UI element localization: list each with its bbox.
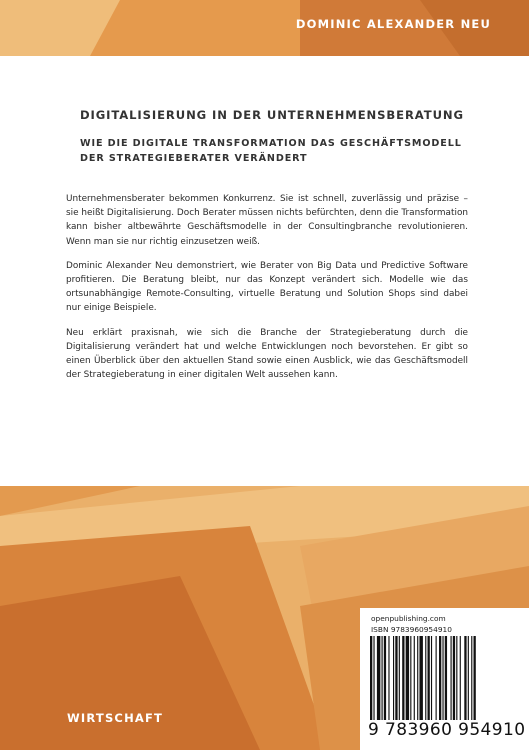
barcode-bar — [393, 636, 394, 722]
barcode-bar — [402, 636, 404, 722]
top-band-mid-shape — [90, 0, 300, 56]
barcode-bar — [373, 636, 374, 722]
blurb-paragraph-1: Unternehmensberater bekommen Konkurrenz. Sie ist schnell, zuverlässig und präzise – sie heißt Digitalisierung. Doch Berater müssen nichts befürchten, denn die Transformation kann bisher altbewährte Geschäftsmodelle in der Consultingbranche revolutionieren. Wenn man sie nur richtig einzusetzen weiß. — [66, 194, 468, 247]
barcode-bar — [460, 636, 461, 722]
barcode-bar — [370, 636, 372, 722]
blurb-paragraph-3: Neu erklärt praxisnah, wie sich die Branche der Strategieberatung durch die Digitalisierung verändert hat und welche Entwicklungen noch bevorstehen. Er gibt so einen Überblick über den aktuellen Stand sowie einen Ausblick, wie das Geschäftsmodell der Strategieberatung in einer digitalen Welt aussehen kann. — [66, 327, 468, 381]
barcode-bar — [414, 636, 415, 722]
barcode-bar — [431, 636, 432, 722]
barcode-bar — [382, 636, 383, 722]
barcode-bar — [399, 636, 400, 722]
barcode-bar — [471, 636, 472, 722]
barcode-bar — [406, 636, 409, 722]
barcode-bar — [451, 636, 452, 722]
barcode-bar — [436, 636, 437, 722]
barcode-area — [360, 608, 529, 750]
barcode-icon — [370, 636, 520, 722]
series-label: WIRTSCHAFT — [67, 711, 164, 725]
barcode-bar — [453, 636, 455, 722]
blurb-paragraph-2: Dominic Alexander Neu demonstriert, wie Berater von Big Data und Predictive Software profitieren. Die Beratung bleibt, nur das Konzept verändert sich. Modelle wie das ortsunabhängige Remote-Consulting, virtuelle Beratung und Solution Shops sind dabei nur einige Beispiele. — [66, 260, 468, 314]
barcode-bar — [417, 636, 418, 722]
barcode-bar — [439, 636, 441, 722]
isbn-label: ISBN 9783960954910 — [371, 625, 452, 634]
barcode-bar — [442, 636, 443, 722]
isbn-digits: 9 783960 954910 — [368, 720, 526, 740]
barcode-bar — [395, 636, 397, 722]
author-name: DOMINIC ALEXANDER NEU — [295, 17, 491, 31]
barcode-bar — [445, 636, 447, 722]
publisher-url: openpublishing.com — [371, 614, 446, 623]
barcode-bar — [425, 636, 426, 722]
blurb-text — [66, 192, 468, 392]
barcode-bar — [384, 636, 386, 722]
barcode-bar — [468, 636, 469, 722]
barcode-bar — [388, 636, 389, 722]
barcode-bar — [464, 636, 466, 722]
barcode-bar — [456, 636, 457, 722]
subtitle-line-1: WIE DIE DIGITALE TRANSFORMATION DAS GESCHÄFTSMODELL — [80, 138, 462, 149]
book-title: DIGITALISIERUNG IN DER UNTERNEHMENSBERATUNG — [80, 108, 464, 122]
barcode-bar — [410, 636, 411, 722]
barcode-bar — [428, 636, 430, 722]
barcode-bar — [474, 636, 476, 722]
barcode-bar — [419, 636, 422, 722]
subtitle-line-2: DER STRATEGIEBERATER VERÄNDERT — [80, 153, 308, 164]
book-subtitle — [80, 136, 500, 166]
barcode-bar — [377, 636, 380, 722]
